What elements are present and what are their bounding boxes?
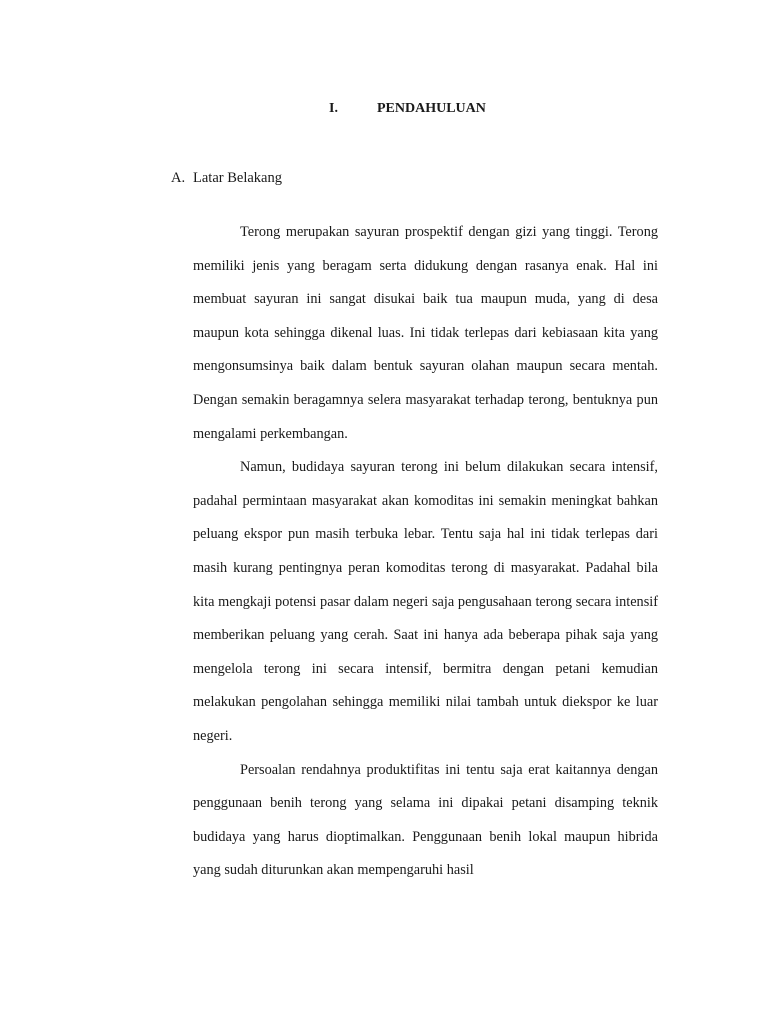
section-title: Latar Belakang xyxy=(193,170,282,186)
section-heading xyxy=(171,170,282,187)
paragraph-2: Namun, budidaya sayuran terong ini belum dilakukan secara intensif, padahal permintaan masyarakat akan komoditas ini semakin meningkat bahkan peluang ekspor pun masih terbuka lebar. Tentu saja hal ini tidak terlepas dari masih kurang pentingnya peran komoditas terong di masyarakat. Padahal bila kita mengkaji potensi pasar dalam negeri saja pengusahaan terong secara intensif memberikan peluang yang cerah. Saat ini hanya ada beberapa pihak saja yang mengelola terong ini secara intensif, bermitra dengan petani kemudian melakukan pengolahan sehingga memiliki nilai tambah untuk diekspor ke luar negeri. xyxy=(193,459,658,744)
paragraph-3: Persoalan rendahnya produktifitas ini tentu saja erat kaitannya dengan penggunaan benih terong yang selama ini dipakai petani disamping teknik budidaya yang harus dioptimalkan. Penggunaan benih lokal maupun hibrida yang sudah diturunkan akan mempengaruhi hasil xyxy=(193,761,658,879)
section-letter: A. xyxy=(171,170,186,186)
paragraph-1: Terong merupakan sayuran prospektif dengan gizi yang tinggi. Terong memiliki jenis yang beragam serta didukung dengan rasanya enak. Hal ini membuat sayuran ini sangat disukai baik tua maupun muda, yang di desa maupun kota sehingga dikenal luas. Ini tidak terlepas dari kebiasaan kita yang mengonsumsinya baik dalam bentuk sayuran olahan maupun secara mentah. Dengan semakin beragamnya selera masyarakat terhadap terong, bentuknya pun mengalami perkembangan. xyxy=(193,224,658,442)
chapter-number: I. xyxy=(329,101,338,116)
body-text xyxy=(193,216,658,888)
chapter-heading xyxy=(0,101,768,123)
chapter-title: PENDAHULUAN xyxy=(377,101,486,116)
